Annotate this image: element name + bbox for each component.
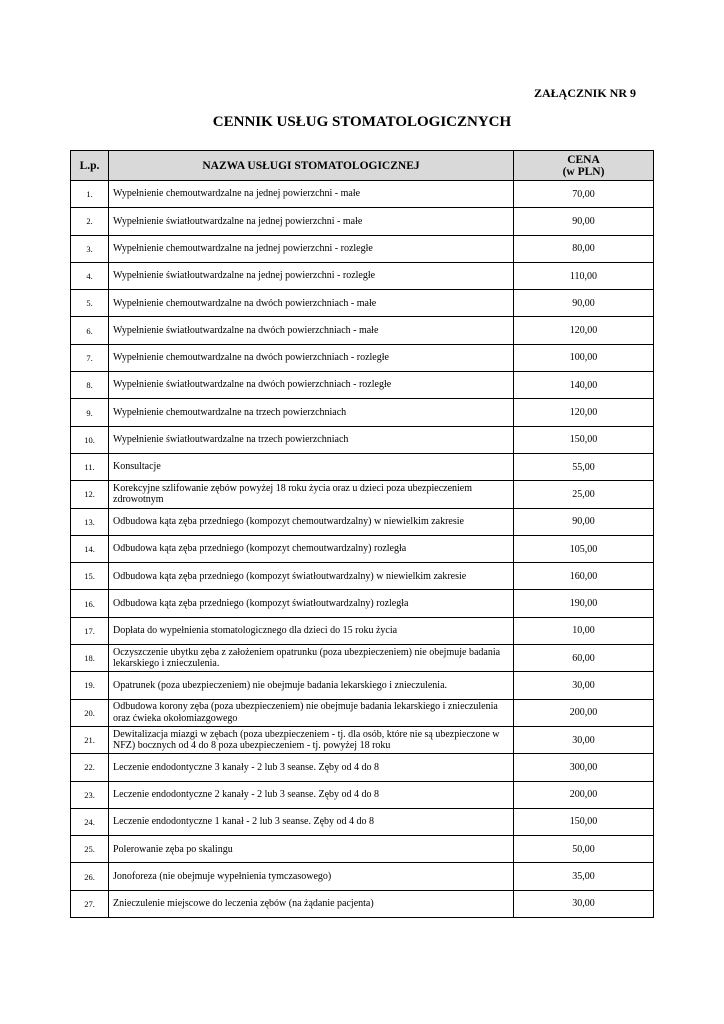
service-price: 80,00: [514, 235, 654, 262]
table-row: [71, 672, 654, 699]
table-row: [71, 890, 654, 917]
row-number: 4.: [71, 262, 109, 289]
table-row: [71, 262, 654, 289]
row-number: 18.: [71, 645, 109, 672]
service-name: Wypełnienie światłoutwardzalne na dwóch powierzchniach - małe: [109, 317, 514, 344]
row-number: 6.: [71, 317, 109, 344]
service-price: 190,00: [514, 590, 654, 617]
table-row: [71, 481, 654, 508]
row-number: 19.: [71, 672, 109, 699]
table-row: [71, 181, 654, 208]
table-row: [71, 426, 654, 453]
service-name: Wypełnienie światłoutwardzalne na dwóch powierzchniach - rozległe: [109, 372, 514, 399]
header-name: NAZWA USŁUGI STOMATOLOGICZNEJ: [109, 151, 514, 181]
service-name: Wypełnienie chemoutwardzalne na jednej powierzchni - rozległe: [109, 235, 514, 262]
table-row: [71, 535, 654, 562]
row-number: 15.: [71, 563, 109, 590]
service-price: 10,00: [514, 617, 654, 644]
service-price: 90,00: [514, 290, 654, 317]
row-number: 17.: [71, 617, 109, 644]
service-name: Korekcyjne szlifowanie zębów powyżej 18 roku życia oraz u dzieci poza ubezpieczeniem zdrowotnym: [109, 481, 514, 508]
service-price: 110,00: [514, 262, 654, 289]
service-name: Odbudowa kąta zęba przedniego (kompozyt światłoutwardzalny) rozległa: [109, 590, 514, 617]
table-row: [71, 863, 654, 890]
header-price-line1: CENA: [567, 153, 600, 166]
service-name: Wypełnienie chemoutwardzalne na jednej powierzchni - małe: [109, 181, 514, 208]
service-price: 150,00: [514, 808, 654, 835]
service-name: Wypełnienie światłoutwardzalne na jednej powierzchni - małe: [109, 208, 514, 235]
row-number: 8.: [71, 372, 109, 399]
table-row: [71, 290, 654, 317]
service-name: Leczenie endodontyczne 1 kanał - 2 lub 3 seanse. Zęby od 4 do 8: [109, 808, 514, 835]
service-name: Leczenie endodontyczne 3 kanały - 2 lub 3 seanse. Zęby od 4 do 8: [109, 754, 514, 781]
row-number: 25.: [71, 836, 109, 863]
table-row: [71, 235, 654, 262]
service-price: 200,00: [514, 699, 654, 726]
service-name: Dopłata do wypełnienia stomatologicznego dla dzieci do 15 roku życia: [109, 617, 514, 644]
service-name: Znieczulenie miejscowe do leczenia zębów (na żądanie pacjenta): [109, 890, 514, 917]
table-row: [71, 590, 654, 617]
row-number: 10.: [71, 426, 109, 453]
header-price: [514, 151, 654, 181]
table-row: [71, 317, 654, 344]
row-number: 22.: [71, 754, 109, 781]
service-price: 300,00: [514, 754, 654, 781]
row-number: 12.: [71, 481, 109, 508]
service-price: 120,00: [514, 399, 654, 426]
service-price: 30,00: [514, 672, 654, 699]
service-price: 160,00: [514, 563, 654, 590]
service-name: Wypełnienie światłoutwardzalne na jednej powierzchni - rozległe: [109, 262, 514, 289]
service-price: 30,00: [514, 890, 654, 917]
service-price: 120,00: [514, 317, 654, 344]
table-row: [71, 399, 654, 426]
table-row: [71, 372, 654, 399]
service-price: 70,00: [514, 181, 654, 208]
service-name: Opatrunek (poza ubezpieczeniem) nie obejmuje badania lekarskiego i znieczulenia.: [109, 672, 514, 699]
service-name: Odbudowa kąta zęba przedniego (kompozyt chemoutwardzalny) rozległa: [109, 535, 514, 562]
service-price: 150,00: [514, 426, 654, 453]
service-price: 60,00: [514, 645, 654, 672]
price-table: [70, 150, 654, 918]
service-price: 30,00: [514, 726, 654, 753]
service-name: Jonoforeza (nie obejmuje wypełnienia tymczasowego): [109, 863, 514, 890]
row-number: 5.: [71, 290, 109, 317]
row-number: 26.: [71, 863, 109, 890]
table-body: [71, 181, 654, 918]
row-number: 27.: [71, 890, 109, 917]
table-row: [71, 699, 654, 726]
table-row: [71, 754, 654, 781]
row-number: 20.: [71, 699, 109, 726]
table-header-row: [71, 151, 654, 181]
service-name: Dewitalizacja miazgi w zębach (poza ubezpieczeniem - tj. dla osób, które nie są ubezpieczone w NFZ) bocznych od 4 do 8 poza ubezpieczeniem - tj. powyżej 18 roku: [109, 726, 514, 753]
row-number: 7.: [71, 344, 109, 371]
header-lp: L.p.: [71, 151, 109, 181]
service-price: 25,00: [514, 481, 654, 508]
header-price-line2: (w PLN): [562, 165, 605, 178]
row-number: 21.: [71, 726, 109, 753]
table-row: [71, 617, 654, 644]
service-price: 105,00: [514, 535, 654, 562]
table-row: [71, 808, 654, 835]
service-price: 50,00: [514, 836, 654, 863]
service-price: 55,00: [514, 453, 654, 480]
row-number: 23.: [71, 781, 109, 808]
service-price: 90,00: [514, 508, 654, 535]
service-price: 35,00: [514, 863, 654, 890]
row-number: 2.: [71, 208, 109, 235]
row-number: 9.: [71, 399, 109, 426]
service-price: 140,00: [514, 372, 654, 399]
table-row: [71, 726, 654, 753]
row-number: 1.: [71, 181, 109, 208]
row-number: 14.: [71, 535, 109, 562]
row-number: 24.: [71, 808, 109, 835]
service-name: Konsultacje: [109, 453, 514, 480]
table-row: [71, 781, 654, 808]
service-name: Odbudowa kąta zęba przedniego (kompozyt światłoutwardzalny) w niewielkim zakresie: [109, 563, 514, 590]
table-row: [71, 645, 654, 672]
service-name: Oczyszczenie ubytku zęba z założeniem opatrunku (poza ubezpieczeniem) nie obejmuje badania lekarskiego i znieczulenia.: [109, 645, 514, 672]
service-name: Leczenie endodontyczne 2 kanały - 2 lub 3 seanse. Zęby od 4 do 8: [109, 781, 514, 808]
page-title: CENNIK USŁUG STOMATOLOGICZNYCH: [212, 114, 512, 130]
table-row: [71, 453, 654, 480]
service-name: Polerowanie zęba po skalingu: [109, 836, 514, 863]
service-price: 90,00: [514, 208, 654, 235]
service-name: Wypełnienie chemoutwardzalne na dwóch powierzchniach - małe: [109, 290, 514, 317]
row-number: 16.: [71, 590, 109, 617]
row-number: 3.: [71, 235, 109, 262]
row-number: 13.: [71, 508, 109, 535]
service-price: 100,00: [514, 344, 654, 371]
service-name: Wypełnienie chemoutwardzalne na trzech powierzchniach: [109, 399, 514, 426]
table-row: [71, 508, 654, 535]
service-name: Wypełnienie światłoutwardzalne na trzech powierzchniach: [109, 426, 514, 453]
annex-label: ZAŁĄCZNIK NR 9: [533, 86, 636, 100]
service-price: 200,00: [514, 781, 654, 808]
table-row: [71, 563, 654, 590]
service-name: Odbudowa kąta zęba przedniego (kompozyt chemoutwardzalny) w niewielkim zakresie: [109, 508, 514, 535]
table-row: [71, 344, 654, 371]
service-name: Wypełnienie chemoutwardzalne na dwóch powierzchniach - rozległe: [109, 344, 514, 371]
table-row: [71, 208, 654, 235]
row-number: 11.: [71, 453, 109, 480]
table-row: [71, 836, 654, 863]
service-name: Odbudowa korony zęba (poza ubezpieczeniem) nie obejmuje badania lekarskiego i znieczulenia oraz ćwieka okołomiazgowego: [109, 699, 514, 726]
